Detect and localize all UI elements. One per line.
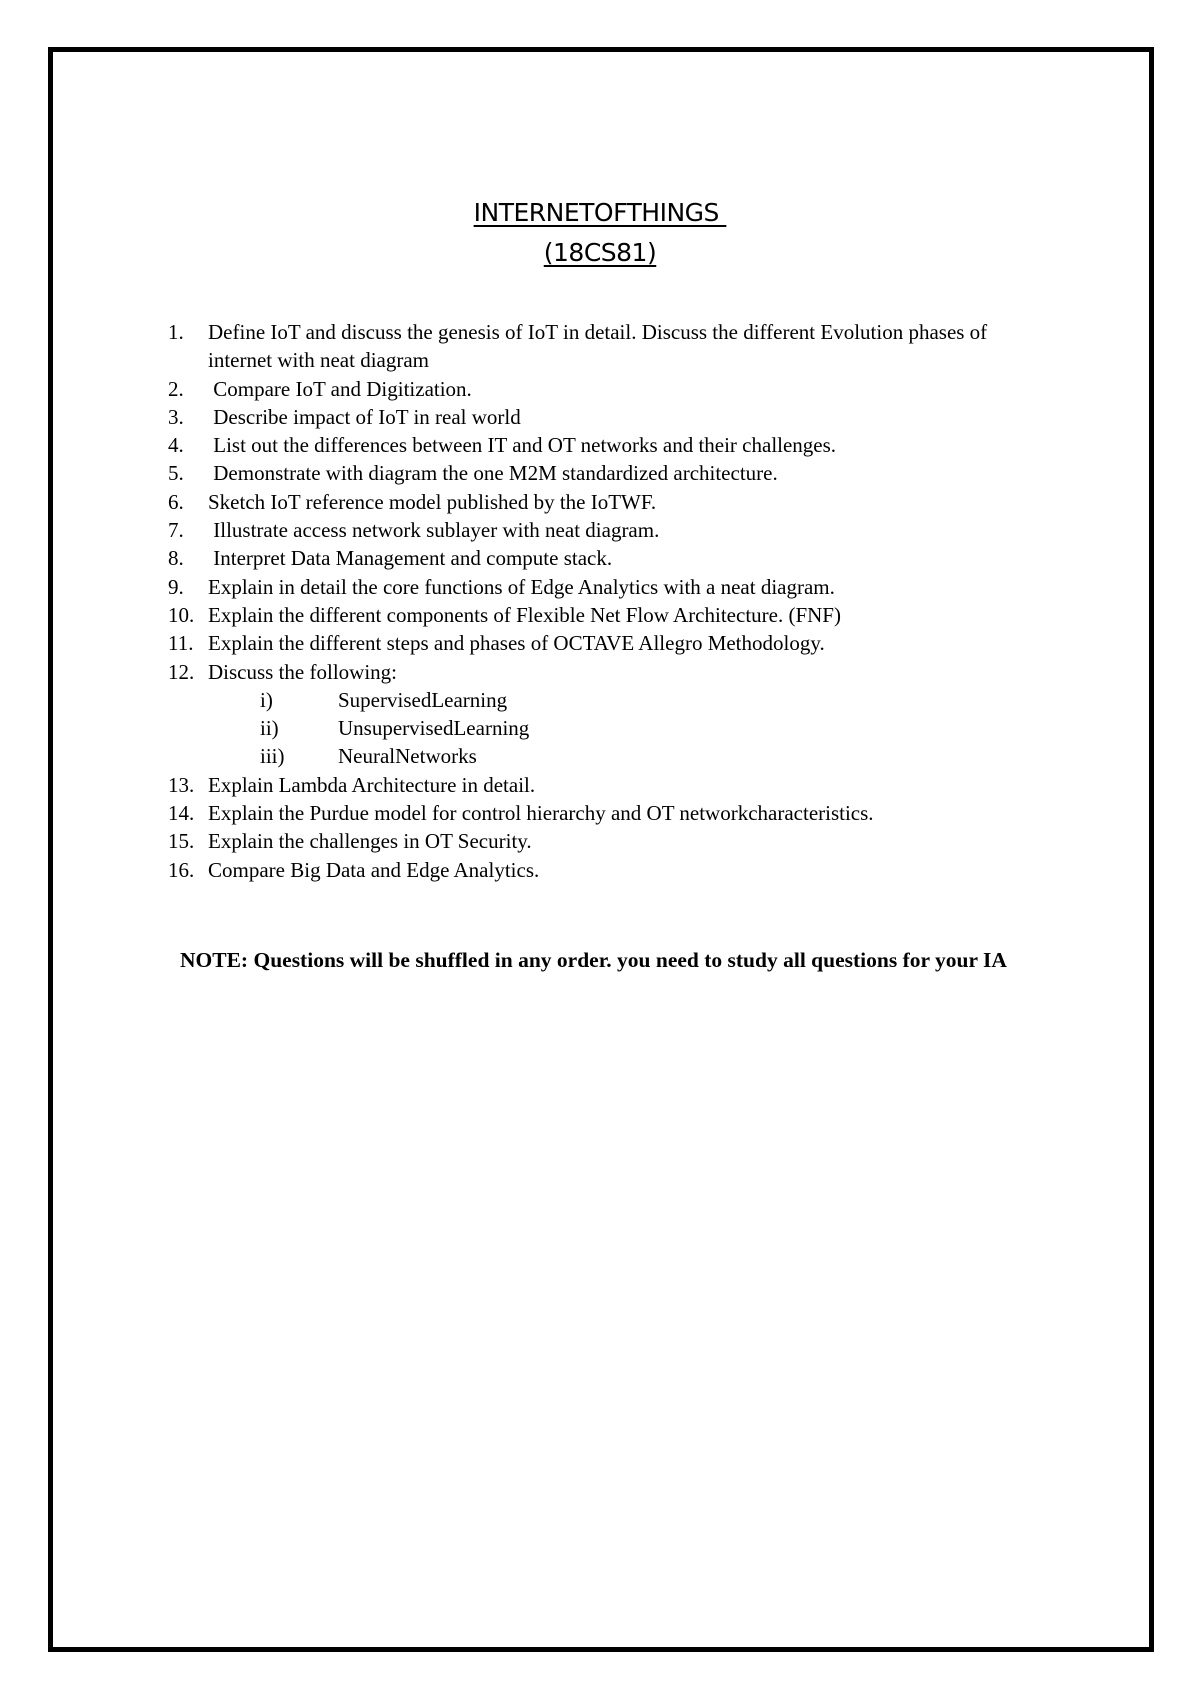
question-item xyxy=(168,403,1048,431)
question-number: 10. xyxy=(168,602,195,627)
question-number: 13. xyxy=(168,772,195,797)
question-text-block xyxy=(208,658,1048,771)
question-item xyxy=(168,771,1048,799)
title-line-code xyxy=(0,233,1200,273)
question-item xyxy=(168,856,1048,884)
sub-question-number: ii) xyxy=(260,716,279,741)
question-item xyxy=(168,516,1048,544)
sub-question-list xyxy=(208,686,1048,771)
question-number: 8. xyxy=(168,546,184,571)
question-text: Explain the different steps and phases of OCTAVE Allegro Methodology. xyxy=(208,631,825,656)
question-text: Interpret Data Management and compute stack. xyxy=(208,546,613,571)
question-number: 16. xyxy=(168,857,195,882)
sub-question-text: UnsupervisedLearning xyxy=(338,716,530,741)
question-item xyxy=(168,488,1048,516)
sub-question-item xyxy=(208,714,1048,742)
question-text: Explain Lambda Architecture in detail. xyxy=(208,772,536,797)
question-number: 9. xyxy=(168,574,184,599)
question-text: Discuss the following: xyxy=(208,659,397,684)
question-number: 3. xyxy=(168,404,184,429)
question-item xyxy=(168,318,1048,375)
question-item xyxy=(168,431,1048,459)
exam-note: NOTE: Questions will be shuffled in any order. you need to study all questions for your IA xyxy=(180,948,1007,972)
question-text: Compare Big Data and Edge Analytics. xyxy=(208,857,540,882)
question-item xyxy=(168,601,1048,629)
question-item xyxy=(168,629,1048,657)
title-line-subject xyxy=(0,193,1200,233)
question-text: Define IoT and discuss the genesis of IoT in detail. Discuss the different Evolution phases of internet with neat diagram xyxy=(208,320,988,373)
question-number: 4. xyxy=(168,433,184,458)
question-item xyxy=(168,827,1048,855)
question-item xyxy=(168,573,1048,601)
question-text: Sketch IoT reference model published by the IoTWF. xyxy=(208,489,657,514)
sub-question-item xyxy=(208,686,1048,714)
question-text: Explain the Purdue model for control hierarchy and OT networkcharacteristics. xyxy=(208,801,874,826)
question-number: 7. xyxy=(168,518,184,543)
question-number: 2. xyxy=(168,376,184,401)
title-course-code: (18CS81) xyxy=(543,238,657,267)
question-number: 1. xyxy=(168,320,184,344)
sub-question-number: iii) xyxy=(260,744,285,769)
question-text: Explain the different components of Flexible Net Flow Architecture. (FNF) xyxy=(208,602,841,627)
document-title xyxy=(0,193,1200,273)
question-text: List out the differences between IT and OT networks and their challenges. xyxy=(208,433,837,458)
question-item xyxy=(168,375,1048,403)
question-text: Explain the challenges in OT Security. xyxy=(208,829,532,854)
question-number: 12. xyxy=(168,659,195,684)
title-subject: INTERNETOFTHINGS xyxy=(473,198,727,227)
question-item xyxy=(168,658,1048,771)
question-text: Illustrate access network sublayer with neat diagram. xyxy=(208,518,660,543)
sub-question-number: i) xyxy=(260,687,273,712)
question-item xyxy=(168,459,1048,487)
question-number: 14. xyxy=(168,801,195,826)
question-text: Compare IoT and Digitization. xyxy=(208,376,472,401)
question-number: 6. xyxy=(168,489,184,514)
sub-question-item xyxy=(208,742,1048,770)
sub-question-text: NeuralNetworks xyxy=(338,744,477,769)
question-number: 5. xyxy=(168,461,184,486)
question-number: 11. xyxy=(168,631,194,656)
question-number: 15. xyxy=(168,829,195,854)
question-text: Demonstrate with diagram the one M2M standardized architecture. xyxy=(208,461,778,486)
question-text: Describe impact of IoT in real world xyxy=(208,404,521,429)
question-list xyxy=(168,318,1048,884)
question-text: Explain in detail the core functions of Edge Analytics with a neat diagram. xyxy=(208,574,835,599)
question-item xyxy=(168,544,1048,572)
question-item xyxy=(168,799,1048,827)
sub-question-text: SupervisedLearning xyxy=(338,687,508,712)
